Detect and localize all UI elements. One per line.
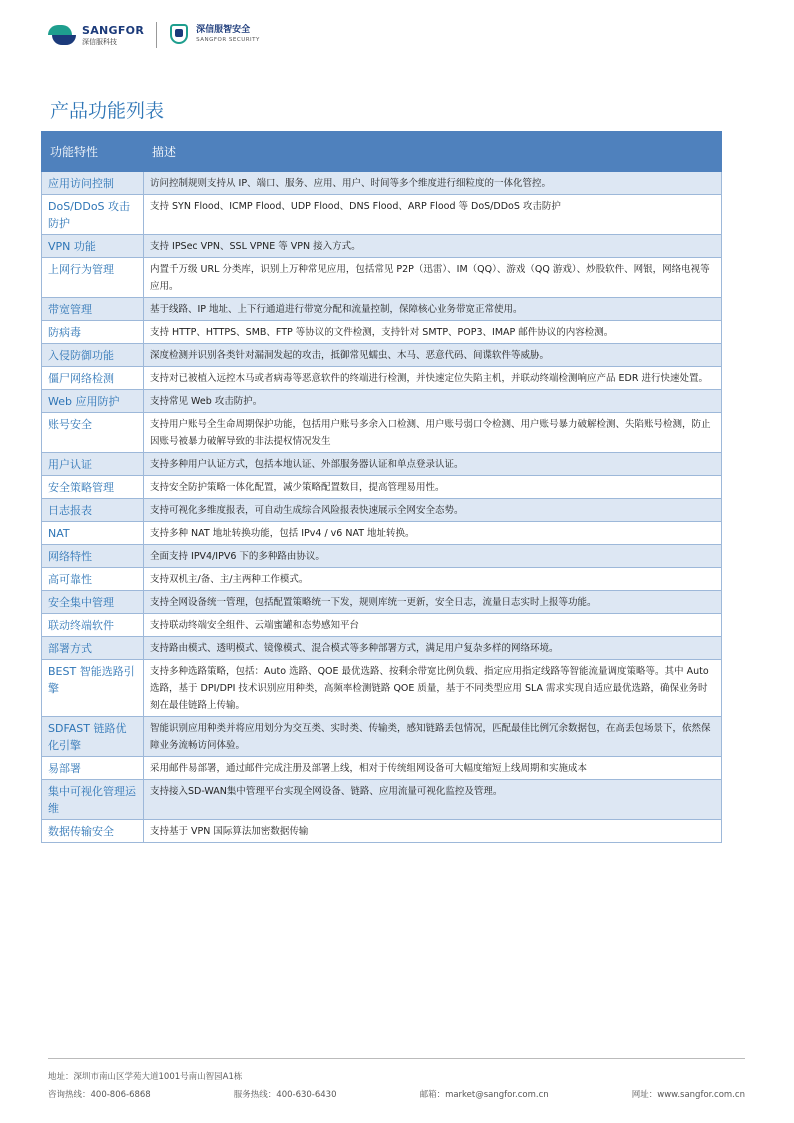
feature-cell: 应用访问控制 [42,172,144,195]
table-body [42,172,722,843]
table-row [42,545,722,568]
footer-hotline: 咨询热线：400-806-6868 [48,1090,151,1100]
feature-cell: 集中可视化管理运维 [42,780,144,820]
description-cell: 支持多种选路策略，包括：Auto 选路、QOE 最优选路、按剩余带宽比例负载、指定应用指定线路等智能流量调度策略等。其中 Auto 选路，基于 DPI/DPI 技术识别应用种类，高频率检测链路 QOE 质量，基于不同类型应用 SLA 需求实现自适应最优选路，确保业务时刻在最佳链路上传输。 [144,660,722,717]
feature-cell: 带宽管理 [42,298,144,321]
footer-service: 服务热线：400-630-6430 [233,1090,337,1100]
feature-cell: 数据传输安全 [42,820,144,843]
feature-cell: 入侵防御功能 [42,344,144,367]
description-cell: 支持安全防护策略一体化配置，减少策略配置数目，提高管理易用性。 [144,476,722,499]
page-header [48,20,260,50]
feature-cell: 账号安全 [42,413,144,453]
description-cell: 智能识别应用种类并将应用划分为交互类、实时类、传输类，感知链路丢包情况，匹配最佳比例冗余数据包，在高丢包场景下，依然保障业务流畅访问体验。 [144,717,722,757]
footer-address: 地址：深圳市南山区学苑大道1001号南山智园A1栋 [48,1072,243,1082]
table-row [42,453,722,476]
description-cell: 支持接入SD-WAN集中管理平台实现全网设备、链路、应用流量可视化监控及管理。 [144,780,722,820]
table-row [42,344,722,367]
description-cell: 支持多种 NAT 地址转换功能，包括 IPv4 / v6 NAT 地址转换。 [144,522,722,545]
feature-cell: 联动终端软件 [42,614,144,637]
description-cell: 支持常见 Web 攻击防护。 [144,390,722,413]
description-cell: 基于线路、IP 地址、上下行通道进行带宽分配和流量控制，保障核心业务带宽正常使用。 [144,298,722,321]
description-cell: 支持对已被植入远控木马或者病毒等恶意软件的终端进行检测，并快速定位失陷主机，并联动终端检测响应产品 EDR 进行快速处置。 [144,367,722,390]
footer-email[interactable]: 邮箱：market@sangfor.com.cn [419,1090,549,1100]
feature-cell: 防病毒 [42,321,144,344]
security-name-en: SANGFOR SECURITY [196,37,260,44]
header-divider [156,22,157,48]
header-description: 描述 [144,132,722,172]
table-row [42,321,722,344]
description-cell: 内置千万级 URL 分类库，识别上万种常见应用，包括常见 P2P（迅雷）、IM（QQ）、游戏（QQ 游戏）、炒股软件、网银，网络电视等应用。 [144,258,722,298]
brand-name-cn: 深信服科技 [82,37,117,46]
description-cell: 支持可视化多维度报表，可自动生成综合风险报表快速展示全网安全态势。 [144,499,722,522]
brand-name-en: SANGFOR [82,23,145,37]
description-cell: 支持多种用户认证方式，包括本地认证、外部服务器认证和单点登录认证。 [144,453,722,476]
table-row [42,717,722,757]
description-cell: 全面支持 IPV4/IPV6 下的多种路由协议。 [144,545,722,568]
feature-cell: 高可靠性 [42,568,144,591]
description-cell: 深度检测并识别各类针对漏洞发起的攻击，抵御常见蠕虫、木马、恶意代码、间谍软件等威胁。 [144,344,722,367]
feature-cell: SDFAST 链路优化引擎 [42,717,144,757]
brand-block [82,25,144,46]
table-row [42,780,722,820]
table-header-row [42,132,722,172]
description-cell: 采用邮件易部署，通过邮件完成注册及部署上线，相对于传统组网设备可大幅度缩短上线周期和实施成本 [144,757,722,780]
header-feature: 功能特性 [42,132,144,172]
footer-website[interactable]: 网址：www.sangfor.com.cn [631,1090,745,1100]
page-footer [48,1058,745,1103]
feature-cell: 僵尸网络检测 [42,367,144,390]
description-cell: 支持用户账号全生命周期保护功能，包括用户账号多余入口检测、用户账号弱口令检测、用户账号暴力破解检测、失陷账号检测，防止因账号被暴力破解导致的非法提权情况发生 [144,413,722,453]
feature-cell: NAT [42,522,144,545]
description-cell: 支持 SYN Flood、ICMP Flood、UDP Flood、DNS Flood、ARP Flood 等 DoS/DDoS 攻击防护 [144,195,722,235]
feature-cell: VPN 功能 [42,235,144,258]
table-row [42,568,722,591]
table-row [42,235,722,258]
description-cell: 支持路由模式、透明模式、镜像模式、混合模式等多种部署方式，满足用户复杂多样的网络环境。 [144,637,722,660]
description-cell: 支持全网设备统一管理，包括配置策略统一下发，规则库统一更新，安全日志，流量日志实时上报等功能。 [144,591,722,614]
feature-cell: 用户认证 [42,453,144,476]
feature-table [41,131,722,843]
feature-cell: 日志报表 [42,499,144,522]
feature-cell: 部署方式 [42,637,144,660]
table-row [42,476,722,499]
table-row [42,413,722,453]
feature-cell: DoS/DDoS 攻击防护 [42,195,144,235]
feature-cell: 安全集中管理 [42,591,144,614]
security-name-cn: 深信服智安全 [196,25,251,36]
table-row [42,499,722,522]
page-title: 产品功能列表 [50,100,165,122]
feature-cell: 安全策略管理 [42,476,144,499]
feature-cell: 上网行为管理 [42,258,144,298]
security-brand-block [196,26,260,44]
table-row [42,614,722,637]
table-row [42,195,722,235]
feature-cell: BEST 智能选路引擎 [42,660,144,717]
description-cell: 支持双机主/备、主/主两种工作模式。 [144,568,722,591]
table-row [42,820,722,843]
description-cell: 支持联动终端安全组件、云端蜜罐和态势感知平台 [144,614,722,637]
table-row [42,172,722,195]
table-row [42,757,722,780]
description-cell: 访问控制规则支持从 IP、端口、服务、应用、用户、时间等多个维度进行细粒度的一体化管控。 [144,172,722,195]
table-row [42,298,722,321]
feature-cell: 网络特性 [42,545,144,568]
description-cell: 支持基于 VPN 国际算法加密数据传输 [144,820,722,843]
description-cell: 支持 IPSec VPN、SSL VPNE 等 VPN 接入方式。 [144,235,722,258]
table-row [42,591,722,614]
table-row [42,390,722,413]
description-cell: 支持 HTTP、HTTPS、SMB、FTP 等协议的文件检测，支持针对 SMTP、POP3、IMAP 邮件协议的内容检测。 [144,321,722,344]
table-row [42,258,722,298]
feature-cell: 易部署 [42,757,144,780]
table-row [42,637,722,660]
table-row [42,367,722,390]
table-row [42,522,722,545]
feature-cell: Web 应用防护 [42,390,144,413]
security-shield-icon [169,23,191,47]
sangfor-logo-icon [48,23,76,47]
table-row [42,660,722,717]
